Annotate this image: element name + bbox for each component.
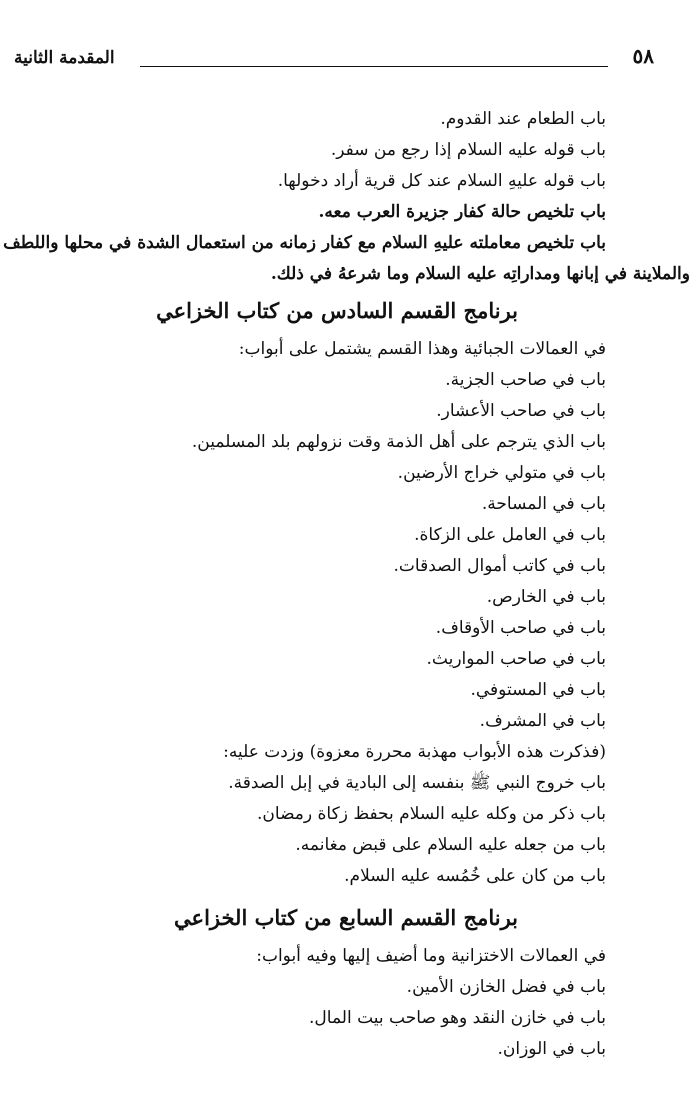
list-item: باب في صاحب الأعشار. xyxy=(436,401,606,421)
list-item: باب ذكر من وكله عليه السلام بحفظ زكاة رمضان. xyxy=(257,804,606,824)
section-heading: برنامج القسم السادس من كتاب الخزاعي xyxy=(156,298,518,323)
list-item: باب في كاتب أموال الصدقات. xyxy=(393,556,606,576)
text-line: باب قوله عليهِ السلام عند كل قرية أراد دخولها. xyxy=(277,171,606,191)
list-item: باب في الخارص. xyxy=(486,587,606,607)
list-item: باب في خازن النقد وهو صاحب بيت المال. xyxy=(309,1008,606,1028)
page-header xyxy=(14,44,654,74)
list-item: باب في صاحب المواريث. xyxy=(426,649,606,669)
list-item: باب في المشرف. xyxy=(479,711,606,731)
list-item: باب خروج النبي ﷺ بنفسه إلى البادية في إبل الصدقة. xyxy=(228,773,606,793)
list-item: باب في متولي خراج الأرضين. xyxy=(397,463,606,483)
section-intro: في العمالات الجبائية وهذا القسم يشتمل على أبواب: xyxy=(238,339,606,359)
list-item: باب من جعله عليه السلام على قبض مغانمه. xyxy=(295,835,606,855)
list-item: باب من كان على خُمُسه عليه السلام. xyxy=(344,866,606,886)
list-item: باب الذي يترجم على أهل الذمة وقت نزولهم بلد المسلمين. xyxy=(191,432,606,452)
list-item: باب في الوزان. xyxy=(497,1039,606,1059)
list-item: باب في صاحب الجزية. xyxy=(445,370,606,390)
text-line: باب الطعام عند القدوم. xyxy=(440,109,606,129)
section-intro: في العمالات الاختزانية وما أضيف إليها وفيه أبواب: xyxy=(256,946,606,966)
list-item: باب في العامل على الزكاة. xyxy=(414,525,606,545)
section-heading: برنامج القسم السابع من كتاب الخزاعي xyxy=(174,905,518,930)
text-line: باب قوله عليه السلام إذا رجع من سفر. xyxy=(330,140,606,160)
page-body xyxy=(3,104,690,1065)
header-rule xyxy=(140,66,608,67)
list-item: باب في المساحة. xyxy=(481,494,606,514)
list-item: باب في المستوفي. xyxy=(470,680,606,700)
bold-text-line: باب تلخيص حالة كفار جزيرة العرب معه. xyxy=(318,202,606,222)
bold-paragraph-line: والملاينة في إبانها ومداراتِه عليه السلام وما شرعهُ في ذلك. xyxy=(270,264,690,284)
page-number: ٥٨ xyxy=(632,44,654,68)
bold-paragraph-line: باب تلخيص معاملته عليهِ السلام مع كفار زمانه من استعمال الشدة في محلها واللطف xyxy=(3,233,606,253)
list-item: باب في فضل الخازن الأمين. xyxy=(406,977,606,997)
list-item: باب في صاحب الأوقاف. xyxy=(435,618,606,638)
section-title: المقدمة الثانية xyxy=(14,48,115,68)
editor-note: (فذكرت هذه الأبواب مهذبة محررة معزوة) وزدت عليه: xyxy=(223,742,606,762)
